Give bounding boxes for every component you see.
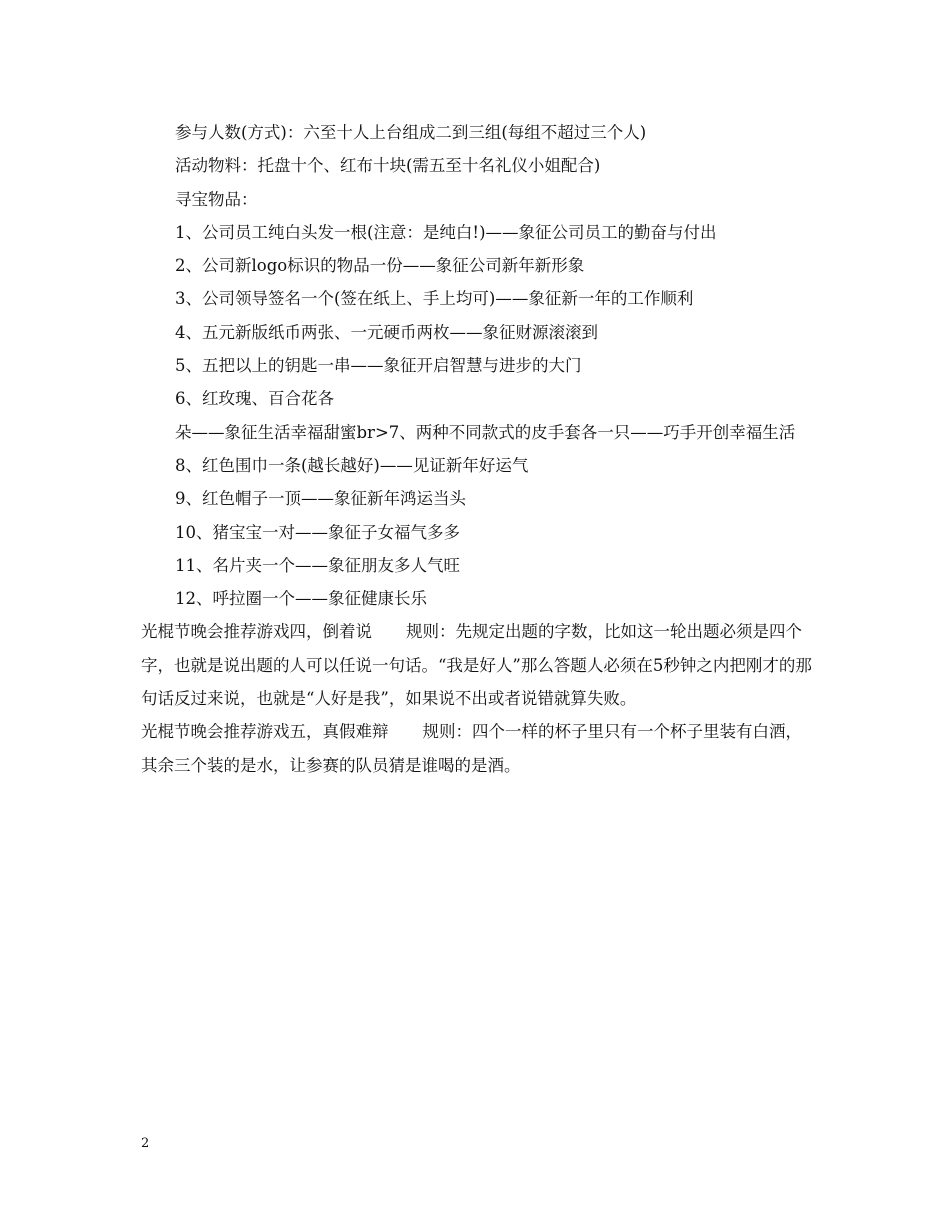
- game-four-paragraph: [141, 615, 813, 715]
- treasure-item: 8、红色围巾一条(越长越好)——见证新年好运气: [175, 455, 529, 475]
- game-four-rules: 规则：先规定出题的字数，比如这一轮出题必须是四个字，也就是说出题的人可以任说一句话。“我是好人”那么答题人必须在5秒钟之内把刚才的那句话反过来说，也就是“人好是我”，如果说不出或者说错就算失败。: [141, 622, 812, 709]
- treasure-item: 10、猪宝宝一对——象征子女福气多多: [175, 522, 460, 542]
- treasure-item: 3、公司领导签名一个(签在纸上、手上均可)——象征新一年的工作顺利: [175, 289, 694, 309]
- treasure-item: 4、五元新版纸币两张、一元硬币两枚——象征财源滚滚到: [175, 322, 598, 342]
- participants-line: 参与人数(方式)：六至十人上台组成二到三组(每组不超过三个人): [175, 123, 647, 142]
- treasure-item: 11、名片夹一个——象征朋友多人气旺: [175, 555, 460, 575]
- page-number: 2: [141, 1136, 150, 1151]
- treasure-item: 9、红色帽子一顶——象征新年鸿运当头: [175, 489, 466, 509]
- game-five-paragraph: [141, 715, 813, 782]
- materials-line: 活动物料：托盘十个、红布十块(需五至十名礼仪小姐配合): [175, 156, 601, 176]
- treasure-item: 1、公司员工纯白头发一根(注意：是纯白!)——象征公司员工的勤奋与付出: [175, 222, 717, 242]
- items-heading: 寻宝物品：: [175, 189, 258, 209]
- treasure-item: 12、呼拉圈一个——象征健康长乐: [175, 589, 427, 609]
- game-four-title: 光棍节晚会推荐游戏四，倒着说: [141, 622, 372, 642]
- treasure-item: 6、红玫瑰、百合花各: [175, 389, 334, 409]
- document-body: [141, 116, 813, 782]
- game-five-title: 光棍节晚会推荐游戏五，真假难辩: [141, 722, 389, 742]
- game-five-rules: 规则：四个一样的杯子里只有一个杯子里装有白酒，其余三个装的是水，让参赛的队员猜是谁喝的是酒。: [141, 722, 802, 775]
- treasure-item: 2、公司新logo标识的物品一份——象征公司新年新形象: [175, 256, 585, 276]
- treasure-item: 5、五把以上的钥匙一串——象征开启智慧与进步的大门: [175, 356, 582, 376]
- treasure-item: 朵——象征生活幸福甜蜜br>7、两种不同款式的皮手套各一只——巧手开创幸福生活: [175, 422, 796, 442]
